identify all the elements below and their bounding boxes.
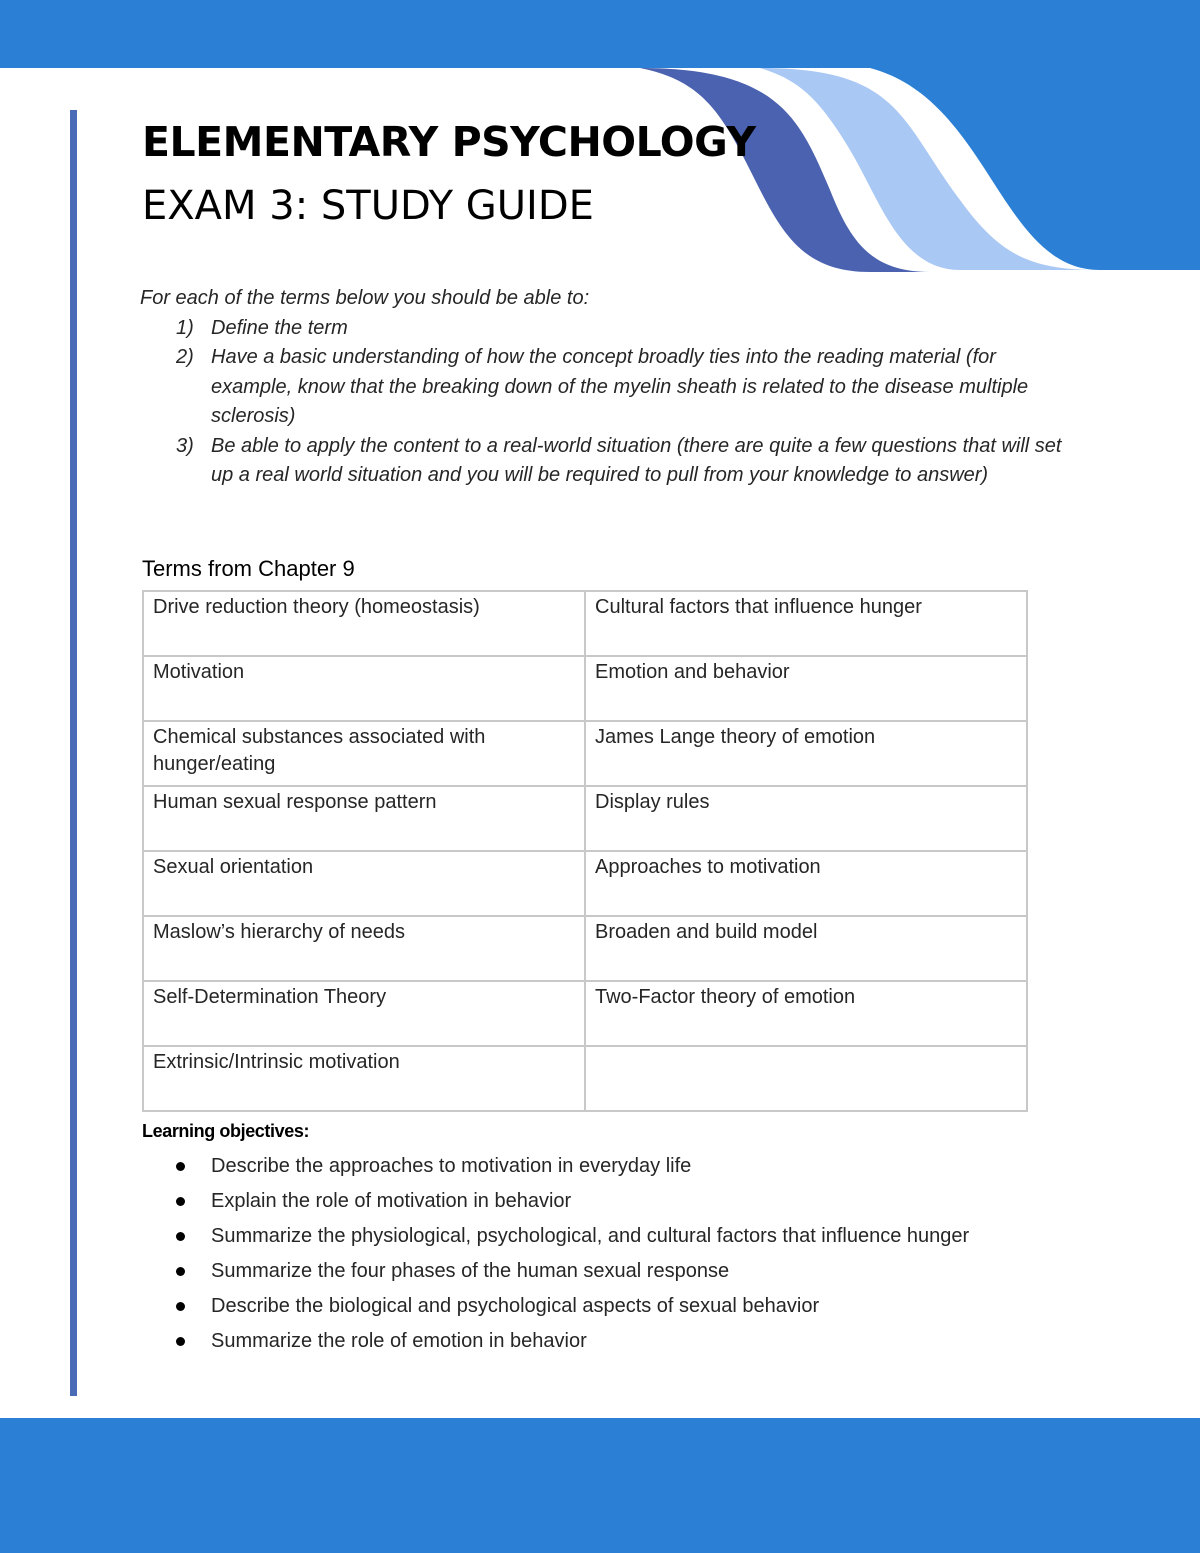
term-cell: Motivation bbox=[143, 656, 585, 721]
table-row bbox=[143, 656, 1027, 721]
term-cell: Sexual orientation bbox=[143, 851, 585, 916]
page-title: ELEMENTARY PSYCHOLOGY bbox=[142, 118, 756, 166]
term-cell: Approaches to motivation bbox=[585, 851, 1027, 916]
learning-objectives-list bbox=[140, 1151, 1020, 1361]
term-cell: Broaden and build model bbox=[585, 916, 1027, 981]
instructions-list bbox=[140, 314, 1080, 491]
terms-heading: Terms from Chapter 9 bbox=[142, 556, 355, 581]
term-cell: Emotion and behavior bbox=[585, 656, 1027, 721]
table-row bbox=[143, 916, 1027, 981]
learning-objectives-heading: Learning objectives: bbox=[142, 1121, 310, 1141]
table-row bbox=[143, 981, 1027, 1046]
bullet-icon bbox=[176, 1267, 185, 1276]
bullet-icon bbox=[176, 1197, 185, 1206]
table-row bbox=[143, 591, 1027, 656]
left-accent-rule bbox=[70, 110, 77, 1396]
objective-text: Explain the role of motivation in behavior bbox=[211, 1190, 572, 1212]
term-cell: Display rules bbox=[585, 786, 1027, 851]
bullet-icon bbox=[176, 1232, 185, 1241]
instruction-number: 3) bbox=[176, 434, 194, 457]
term-cell: James Lange theory of emotion bbox=[585, 721, 1027, 786]
instructions bbox=[140, 284, 1080, 491]
term-cell: Maslow’s hierarchy of needs bbox=[143, 916, 585, 981]
bullet-icon bbox=[176, 1302, 185, 1311]
table-row bbox=[143, 721, 1027, 786]
list-item bbox=[140, 1151, 1020, 1181]
instruction-number: 1) bbox=[176, 316, 194, 339]
term-cell: Drive reduction theory (homeostasis) bbox=[143, 591, 585, 656]
bottom-banner bbox=[0, 1418, 1200, 1553]
instruction-number: 2) bbox=[176, 346, 194, 368]
instruction-text: Have a basic understanding of how the concept broadly ties into the reading material (for example, know that the breaking down of the myelin sheath is related to the disease multiple sclerosis) bbox=[211, 346, 1029, 427]
table-row bbox=[143, 1046, 1027, 1111]
instruction-item bbox=[140, 432, 1080, 491]
list-item bbox=[140, 1221, 1020, 1251]
list-item bbox=[140, 1291, 1020, 1321]
term-cell: Extrinsic/Intrinsic motivation bbox=[143, 1046, 585, 1111]
instruction-text: Be able to apply the content to a real-world situation (there are quite a few questions that will set up a real world situation and you will be required to pull from your knowledge to answer) bbox=[211, 434, 1062, 486]
term-cell-empty bbox=[585, 1046, 1027, 1111]
objective-text: Describe the approaches to motivation in everyday life bbox=[211, 1155, 692, 1177]
objective-text: Describe the biological and psychological aspects of sexual behavior bbox=[211, 1295, 820, 1317]
list-item bbox=[140, 1186, 1020, 1216]
list-item bbox=[140, 1326, 1020, 1356]
term-cell: Self-Determination Theory bbox=[143, 981, 585, 1046]
term-cell: Two-Factor theory of emotion bbox=[585, 981, 1027, 1046]
term-cell: Human sexual response pattern bbox=[143, 786, 585, 851]
terms-table bbox=[142, 590, 1028, 1112]
table-row bbox=[143, 851, 1027, 916]
instruction-item bbox=[140, 343, 1080, 432]
term-cell: Cultural factors that influence hunger bbox=[585, 591, 1027, 656]
list-item bbox=[140, 1256, 1020, 1286]
instruction-text: Define the term bbox=[211, 316, 348, 339]
objective-text: Summarize the physiological, psychological, and cultural factors that influence hunger bbox=[211, 1225, 970, 1247]
instructions-lead: For each of the terms below you should be able to: bbox=[140, 287, 590, 309]
page-subtitle: EXAM 3: STUDY GUIDE bbox=[142, 183, 594, 229]
bullet-icon bbox=[176, 1162, 185, 1171]
instruction-item bbox=[140, 314, 1080, 344]
table-row bbox=[143, 786, 1027, 851]
term-cell: Chemical substances associated with hunger/eating bbox=[143, 721, 585, 786]
bullet-icon bbox=[176, 1337, 185, 1346]
objective-text: Summarize the role of emotion in behavior bbox=[211, 1330, 587, 1352]
objective-text: Summarize the four phases of the human sexual response bbox=[211, 1260, 730, 1282]
